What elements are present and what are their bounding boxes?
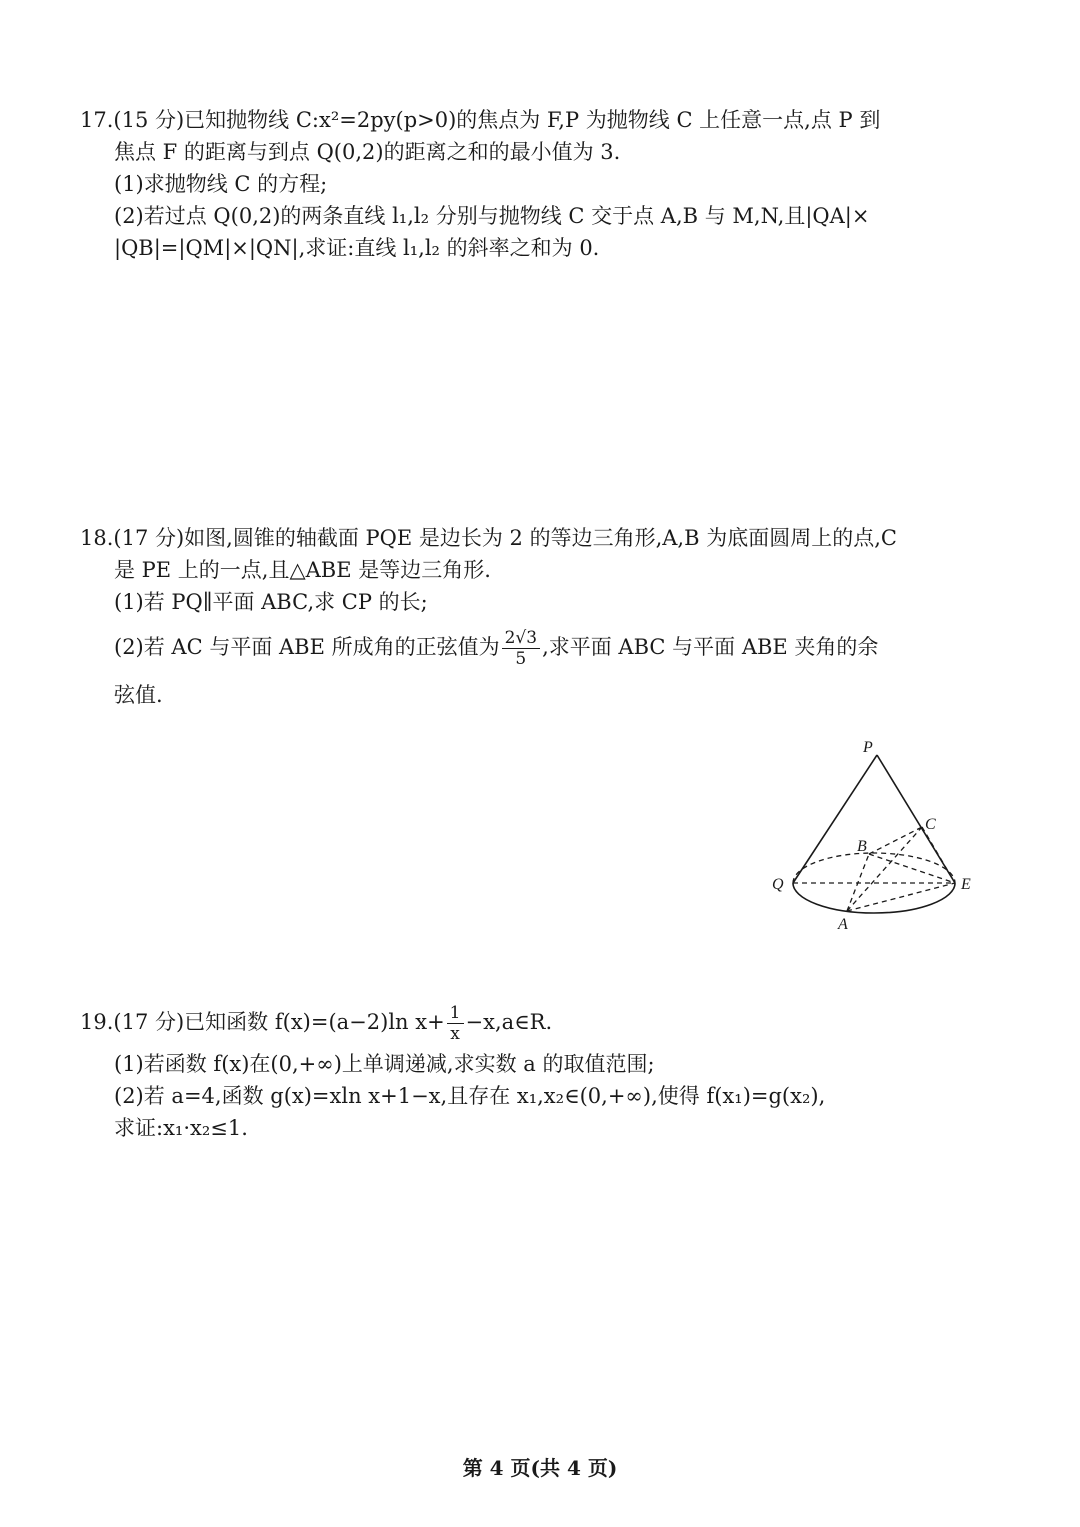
problem-17-part-1: (1)求抛物线 C 的方程;	[114, 172, 328, 196]
base-back-arc	[793, 853, 955, 883]
label-B: B	[857, 838, 867, 855]
edge-PE	[877, 755, 955, 883]
fraction-2root3-over-5	[502, 628, 540, 669]
edge-AE	[847, 883, 955, 911]
fraction-numerator: 2√3	[502, 628, 540, 649]
problem-19-part-2: (2)若 a=4,函数 g(x)=xln x+1−x,且存在 x₁,x₂∈(0,+∞),使得 f(x₁)=g(x₂),	[114, 1084, 826, 1108]
problem-18	[80, 522, 980, 711]
problem-17-line-1: 17.(15 分)已知抛物线 C:x²=2py(p>0)的焦点为 F,P 为抛物线 C 上任意一点,点 P 到	[80, 108, 881, 132]
problem-18-part-2-post: ,求平面 ABC 与平面 ABE 夹角的余	[542, 635, 879, 659]
label-P: P	[863, 739, 873, 756]
problem-17-line-2: 焦点 F 的距离与到点 Q(0,2)的距离之和的最小值为 3.	[114, 140, 621, 164]
label-E: E	[961, 876, 971, 893]
problem-18-part-2-cont: 弦值.	[114, 683, 163, 707]
problem-18-part-2-pre: (2)若 AC 与平面 ABE 所成角的正弦值为	[114, 635, 500, 659]
problem-19-line-1-post: −x,a∈R.	[465, 1010, 553, 1034]
problem-19-line-1-pre: 19.(17 分)已知函数 f(x)=(a−2)ln x+	[80, 1010, 445, 1034]
problem-18-part-2	[80, 628, 980, 669]
problem-18-line-1: 18.(17 分)如图,圆锥的轴截面 PQE 是边长为 2 的等边三角形,A,B 为底面圆周上的点,C	[80, 526, 897, 550]
fraction-denominator: x	[450, 1024, 460, 1044]
label-Q: Q	[772, 876, 784, 893]
problem-17-part-2: (2)若过点 Q(0,2)的两条直线 l₁,l₂ 分别与抛物线 C 交于点 A,B 与 M,N,且|QA|×	[114, 204, 870, 228]
problem-19-part-1: (1)若函数 f(x)在(0,+∞)上单调递减,求实数 a 的取值范围;	[114, 1052, 655, 1076]
problem-18-line-2: 是 PE 上的一点,且△ABE 是等边三角形.	[114, 558, 491, 582]
label-A: A	[838, 916, 848, 933]
edge-BE	[869, 854, 955, 883]
fraction-denominator: 5	[515, 649, 527, 669]
problem-17-part-2-cont: |QB|=|QM|×|QN|,求证:直线 l₁,l₂ 的斜率之和为 0.	[114, 236, 600, 260]
problem-19-line-1	[80, 1003, 980, 1044]
problem-19	[80, 1003, 980, 1144]
fraction-1-over-x	[447, 1003, 464, 1044]
edge-BC	[869, 827, 922, 854]
edge-PQ	[793, 755, 877, 883]
fraction-numerator: 1	[447, 1003, 464, 1024]
problem-17	[80, 104, 980, 264]
label-C: C	[925, 816, 936, 833]
cone-figure	[765, 735, 985, 940]
problem-18-part-1: (1)若 PQ∥平面 ABC,求 CP 的长;	[114, 590, 428, 614]
problem-19-part-2-cont: 求证:x₁·x₂≤1.	[114, 1116, 248, 1140]
page-footer: 第 4 页(共 4 页)	[462, 1456, 618, 1480]
base-front-arc	[793, 883, 955, 913]
